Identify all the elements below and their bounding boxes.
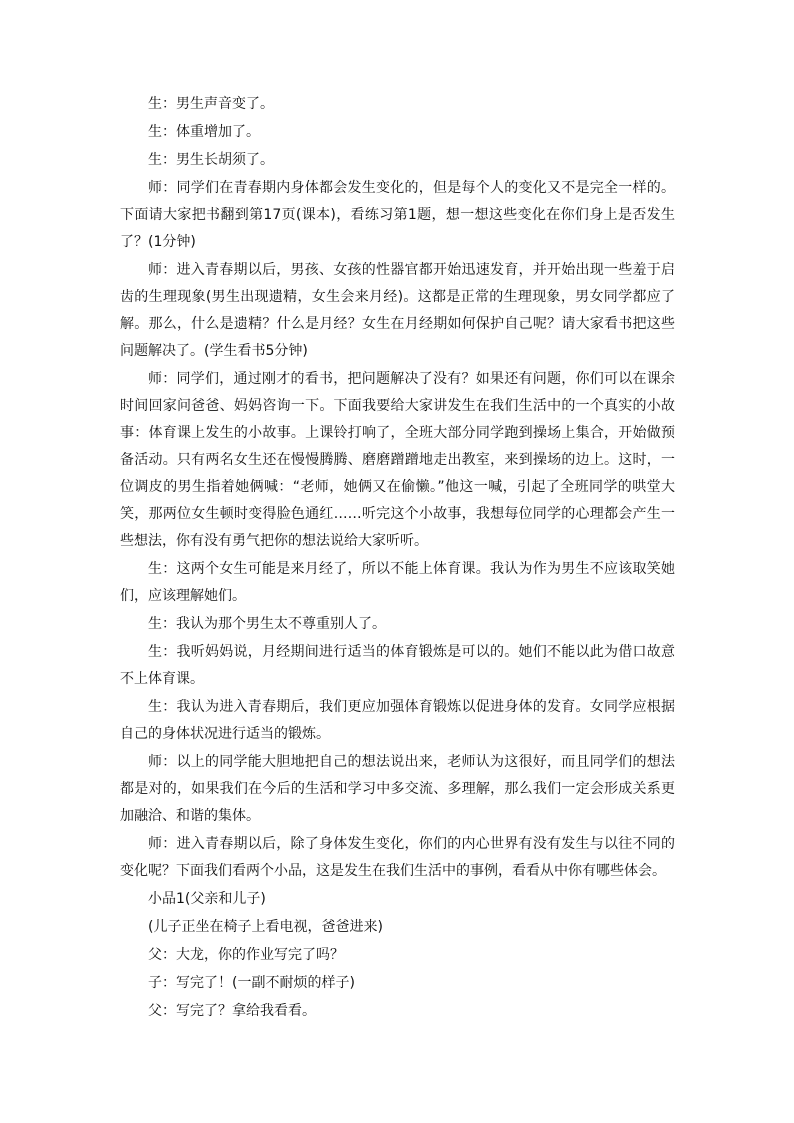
skit-stage-direction: (儿子正坐在椅子上看电视，爸爸进来)	[148, 919, 383, 935]
student-paragraph-respect: 生：我认为那个男生太不尊重别人了。	[148, 616, 386, 632]
teacher-paragraph-puberty: 师：进入青春期以后，男孩、女孩的性器官都开始迅速发育，并开始出现一些羞于启齿的生理现象(男生出现遗精，女生会来月经)。这都是正常的生理现象，男女同学都应了解。那么，什么是遗精？什么是月经？女生在月经期如何保护自己呢？请大家看书把这些问题解决了。(学生看书5分钟)	[120, 262, 675, 359]
skit-title: 小品1(父亲和儿子)	[148, 891, 266, 907]
student-paragraph-exercise: 生：我听妈妈说，月经期间进行适当的体育锻炼是可以的。她们不能以此为借口故意不上体育课。	[120, 644, 675, 687]
student-paragraph-understand: 生：这两个女生可能是来月经了，所以不能上体育课。我认为作为男生不应该取笑她们，应该理解她们。	[120, 561, 675, 604]
teacher-paragraph-praise: 师：以上的同学能大胆地把自己的想法说出来，老师认为这很好，而且同学们的想法都是对的，如果我们在今后的生活和学习中多交流、多理解，那么我们一定会形成关系更加融洽、和谐的集体。	[120, 754, 675, 824]
teacher-paragraph-skits: 师：进入青春期以后，除了身体发生变化，你们的内心世界有没有发生与以往不同的变化呢？下面我们看两个小品，这是发生在我们生活中的事例，看看从中你有哪些体会。	[120, 836, 675, 879]
dialogue-line-student-voice: 生：男生声音变了。	[148, 96, 274, 112]
teacher-paragraph-story: 师：同学们，通过刚才的看书，把问题解决了没有？如果还有问题，你们可以在课余时间回家问爸爸、妈妈咨询一下。下面我要给大家讲发生在我们生活中的一个真实的小故事：体育课上发生的小故事。上课铃打响了，全班大部分同学跑到操场上集合，开始做预备活动。只有两名女生还在慢慢腾腾、磨磨蹭蹭地走出教室，来到操场的边上。这时，一位调皮的男生指着她俩喊：“老师，她俩又在偷懒。”他这一喊，引起了全班同学的哄堂大笑，那两位女生顿时变得脸色通红……听完这个小故事，我想每位同学的心理都会产生一些想法，你有没有勇气把你的想法说给大家听听。	[120, 371, 675, 549]
skit-line-father-2: 父：写完了？拿给我看看。	[148, 1003, 316, 1019]
student-paragraph-strengthen: 生：我认为进入青春期后，我们更应加强体育锻炼以促进身体的发育。女同学应根据自己的身体状况进行适当的锻炼。	[120, 699, 675, 742]
dialogue-line-student-weight: 生：体重增加了。	[148, 124, 260, 140]
document-page	[120, 91, 675, 1025]
skit-line-father-1: 父：大龙，你的作业写完了吗？	[148, 947, 344, 963]
skit-line-son-1: 子：写完了！(一副不耐烦的样子)	[148, 975, 355, 991]
dialogue-line-student-beard: 生：男生长胡须了。	[148, 152, 274, 168]
teacher-paragraph-textbook: 师：同学们在青春期内身体都会发生变化的，但是每个人的变化又不是完全一样的。下面请大家把书翻到第17页(课本)，看练习第1题，想一想这些变化在你们身上是否发生了？(1分钟)	[120, 180, 675, 250]
